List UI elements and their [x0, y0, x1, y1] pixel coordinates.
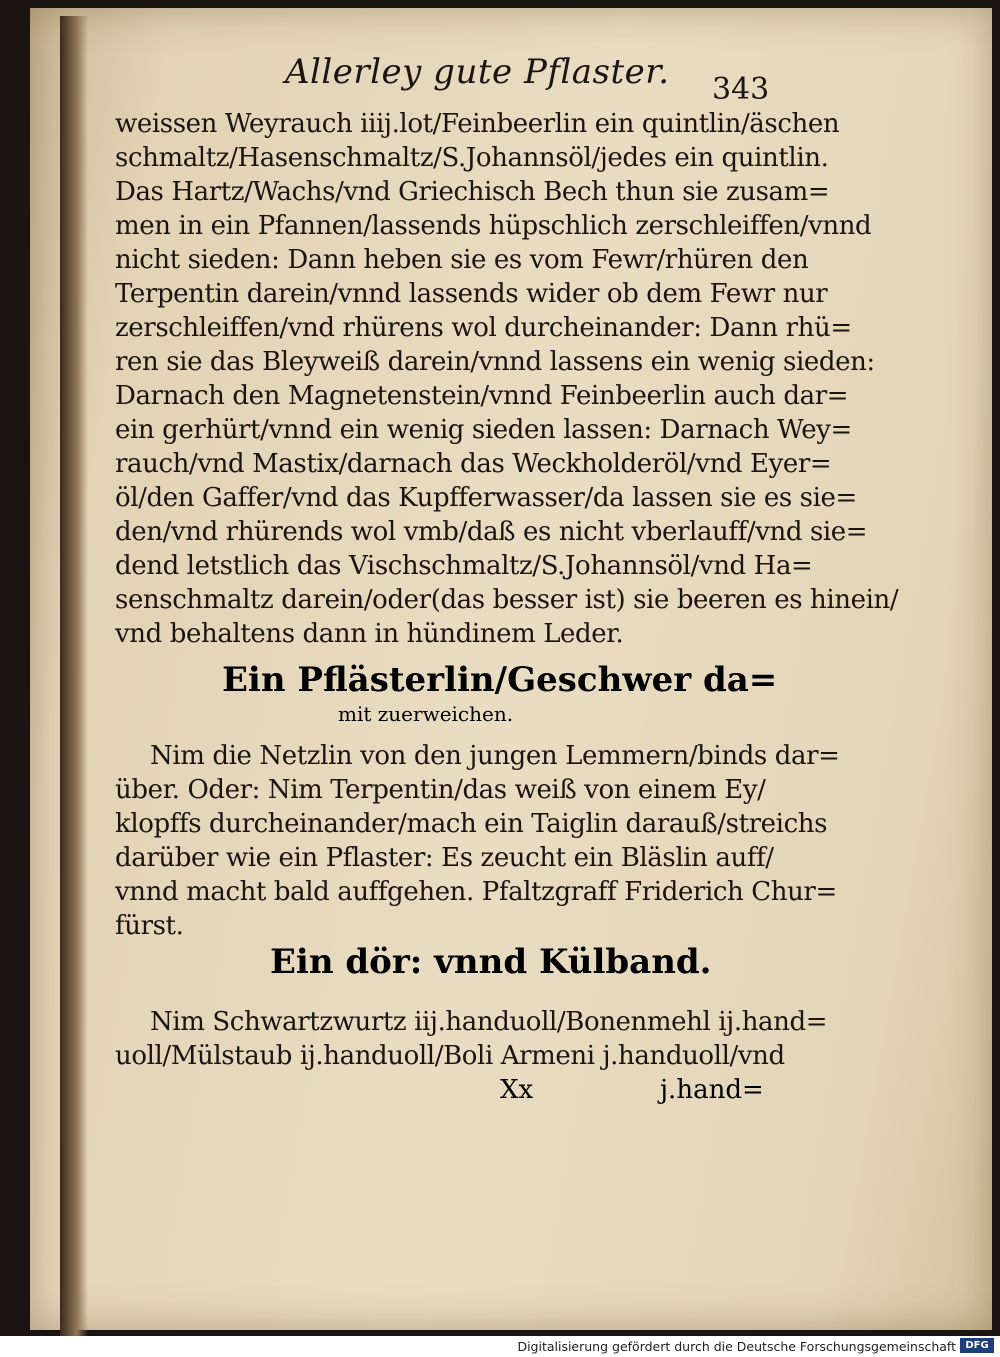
- text-line: ren sie das Bleyweiß darein/vnnd lassens ein wenig sieden:: [115, 347, 875, 377]
- text-line: weissen Weyrauch iiij.lot/Feinbeerlin ein quintlin/äschen: [115, 109, 840, 139]
- footer-bar: [0, 1336, 1000, 1357]
- text-line: öl/den Gaffer/vnd das Kupfferwasser/da lassen sie es sie=: [115, 483, 857, 513]
- text-line: Darnach den Magnetenstein/vnnd Feinbeerlin auch dar=: [115, 381, 849, 411]
- text-line: vnnd macht bald auffgehen. Pfaltzgraff Friderich Chur=: [115, 877, 837, 907]
- text-line: Terpentin darein/vnnd lassends wider ob dem Fewr nur: [115, 279, 828, 309]
- text-line: uoll/Mülstaub ij.handuoll/Boli Armeni j.handuoll/vnd: [115, 1041, 785, 1071]
- section-2-heading: Ein Pflästerlin/Geschwer da=: [222, 660, 778, 700]
- text-line: vnd behaltens dann in hündinem Leder.: [115, 619, 624, 649]
- text-line: senschmaltz darein/oder(das besser ist) sie beeren es hinein/: [115, 585, 899, 615]
- page-gutter: [60, 16, 88, 1338]
- text-line: fürst.: [115, 911, 184, 941]
- text-line: darüber wie ein Pflaster: Es zeucht ein Bläslin auff/: [115, 843, 774, 873]
- text-line: ein gerhürt/vnnd ein wenig sieden lassen: Darnach Wey=: [115, 415, 852, 445]
- text-line: über. Oder: Nim Terpentin/das weiß von einem Ey/: [115, 775, 766, 805]
- text-line: men in ein Pfannen/lassends hüpschlich zerschleiffen/vnnd: [115, 211, 872, 241]
- text-line: nicht sieden: Dann heben sie es vom Fewr/rhüren den: [115, 245, 809, 275]
- text-line: Nim die Netzlin von den jungen Lemmern/binds dar=: [150, 741, 840, 771]
- text-line: rauch/vnd Mastix/darnach das Weckholderöl/vnd Eyer=: [115, 449, 832, 479]
- catchword: j.hand=: [660, 1075, 764, 1105]
- text-line: zerschleiffen/vnd rhürens wol durcheinander: Dann rhü=: [115, 313, 852, 343]
- page-number: 343: [712, 72, 770, 107]
- text-line: schmaltz/Hasenschmaltz/S.Johannsöl/jedes ein quintlin.: [115, 143, 829, 173]
- text-line: dend letstlich das Vischschmaltz/S.Johannsöl/vnd Ha=: [115, 551, 813, 581]
- section-2-subheading: mit zuerweichen.: [338, 702, 514, 726]
- text-line: klopffs durcheinander/mach ein Taiglin darauß/streichs: [115, 809, 828, 839]
- signature-mark: Xx: [500, 1075, 534, 1105]
- text-line: Das Hartz/Wachs/vnd Griechisch Bech thun sie zusam=: [115, 177, 830, 207]
- section-3-heading: Ein dör: vnnd Külband.: [270, 942, 712, 982]
- text-line: Nim Schwartzwurtz iij.handuoll/Bonenmehl ij.hand=: [150, 1007, 828, 1037]
- text-line: den/vnd rhürends wol vmb/daß es nicht vberlauff/vnd sie=: [115, 517, 868, 547]
- dfg-logo: DFG: [960, 1338, 994, 1353]
- running-head: Allerley gute Pflaster.: [285, 52, 670, 92]
- funding-notice: Digitalisierung gefördert durch die Deutsche Forschungsgemeinschaft: [517, 1339, 956, 1354]
